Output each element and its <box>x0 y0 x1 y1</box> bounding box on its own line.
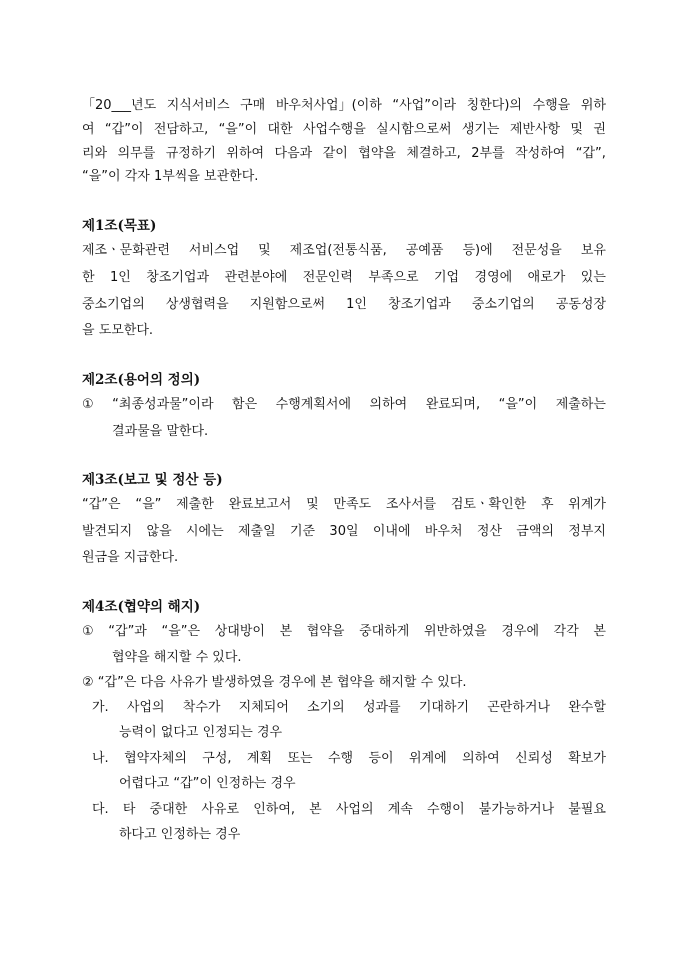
word: 한 <box>82 270 95 285</box>
word: 후 <box>540 497 554 512</box>
article-1-heading: 제1조(목표) <box>82 218 157 234</box>
word: 성과를 <box>362 700 401 715</box>
word: 다음과 <box>274 146 313 161</box>
word: 가. <box>92 700 109 715</box>
word: 나. <box>92 751 109 766</box>
word: 구매 <box>240 98 266 113</box>
word: 전담하고, <box>153 122 209 137</box>
word: 제조업(전통식품, <box>289 243 387 258</box>
word: 여 <box>82 122 95 137</box>
word: 전문인력 <box>302 270 353 285</box>
word: 및 <box>306 497 319 512</box>
word: “갑”과 <box>108 624 147 639</box>
word: 위하여 <box>226 146 265 161</box>
word: 부족으로 <box>368 270 419 285</box>
word: 기업 <box>434 270 460 285</box>
article-4-line: ② “갑”은 다음 사유가 발생하였을 경우에 본 협약을 해지할 수 있다. <box>82 675 467 690</box>
article-3-line <box>82 521 606 543</box>
word: 검토ㆍ확인한 <box>450 497 527 512</box>
word: 대한 <box>267 122 293 137</box>
word: “을” <box>135 497 162 512</box>
word: “갑”은 <box>82 497 121 512</box>
word: 정부지 <box>568 524 606 539</box>
word: 의하여 <box>462 751 500 766</box>
word: “을”이 <box>218 122 258 137</box>
article-3-line: 원금을 지급한다. <box>82 550 179 565</box>
word: 2부를 <box>471 146 505 161</box>
word: 사유로 <box>201 802 240 817</box>
word: 만족도 <box>333 497 372 512</box>
article-4-line: 협약을 해지할 수 있다. <box>112 650 242 665</box>
word: 중대하게 <box>359 624 410 639</box>
word: 바우처사업」(이하 <box>275 98 382 113</box>
word: 및 <box>258 243 271 258</box>
word: 협약을 <box>358 146 396 161</box>
article-2-line: 결과물을 말한다. <box>112 424 209 439</box>
preamble-line <box>82 119 606 141</box>
word: 위반하였을 <box>423 624 487 639</box>
word: 기준 <box>289 524 316 539</box>
word: 권 <box>593 122 606 137</box>
word: 1인 <box>109 270 131 285</box>
word: “최종성과물”이라 <box>112 397 214 412</box>
word: 제출일 <box>237 524 276 539</box>
word: 같이 <box>322 146 348 161</box>
word: 완료보고서 <box>228 497 292 512</box>
word: 작성하여 <box>515 146 566 161</box>
word: 불필요 <box>568 802 606 817</box>
word: 또는 <box>287 751 313 766</box>
word: 신뢰성 <box>515 751 553 766</box>
word: 1인 <box>346 297 367 312</box>
word: 계획 <box>246 751 273 766</box>
word: 제조ㆍ문화관련 <box>82 243 170 258</box>
word: 리와 <box>82 146 108 161</box>
article-3-line <box>82 494 606 516</box>
word: ① <box>82 397 94 412</box>
article-4-heading: 제4조(협약의 해지) <box>82 599 201 615</box>
word: 상생협력을 <box>165 297 229 312</box>
article-1-line <box>82 267 606 289</box>
word: 완료되며, <box>425 397 481 412</box>
word: 칭한다)의 <box>466 98 522 113</box>
word: 보유 <box>580 243 606 258</box>
word: 사업의 <box>335 802 374 817</box>
word: 체결하고, <box>406 146 461 161</box>
word: 「20___년도 <box>82 98 157 113</box>
word: 사업의 <box>126 700 165 715</box>
word: 기대하기 <box>418 700 470 715</box>
word: 곤란하거나 <box>487 700 551 715</box>
word: 30일 <box>329 524 359 539</box>
word: 인하여, <box>253 802 296 817</box>
word: 수행이 <box>426 802 465 817</box>
word: “을”이 <box>498 397 538 412</box>
word: “갑”이 <box>104 122 144 137</box>
word: 제출한 <box>176 497 214 512</box>
word: 지체되어 <box>238 700 289 715</box>
word: 공동성장 <box>555 297 606 312</box>
word: “사업”이라 <box>392 98 457 113</box>
preamble-line <box>82 95 606 117</box>
word: 생기는 <box>461 122 500 137</box>
article-4-line <box>92 799 606 821</box>
word: 위하 <box>580 98 606 113</box>
word: 위계가 <box>568 497 606 512</box>
word: 창조기업과 <box>146 270 210 285</box>
word: 소기의 <box>307 700 345 715</box>
article-3-heading: 제3조(보고 및 정산 등) <box>82 472 223 488</box>
article-4-line: 어렵다고 “갑”이 인정하는 경우 <box>119 776 296 791</box>
article-2-heading: 제2조(용어의 정의) <box>82 372 201 388</box>
word: 이내에 <box>372 524 411 539</box>
word: 및 <box>570 122 583 137</box>
word: 지원함으로써 <box>249 297 326 312</box>
word: ① <box>82 624 94 639</box>
word: 관련분야에 <box>224 270 288 285</box>
word: 사업수행을 <box>302 122 366 137</box>
word: 등이 <box>368 751 394 766</box>
word: 불가능하거나 <box>478 802 555 817</box>
article-2-line <box>82 394 606 416</box>
preamble-line: “을”이 각자 1부씩을 보관한다. <box>82 169 259 184</box>
word: 서비스업 <box>188 243 240 258</box>
word: 전문성을 <box>511 243 562 258</box>
word: 창조기업과 <box>388 297 451 312</box>
article-4-line <box>82 621 606 643</box>
preamble-line <box>82 143 606 165</box>
word: 발견되지 <box>82 524 133 539</box>
word: 완수할 <box>568 700 606 715</box>
article-4-line: 능력이 없다고 인정되는 경우 <box>119 725 283 740</box>
article-4-line <box>92 697 606 719</box>
word: 상대방이 <box>214 624 265 639</box>
word: 경우에 <box>501 624 540 639</box>
word: 금액의 <box>516 524 554 539</box>
word: “을”은 <box>161 624 201 639</box>
word: 제출하는 <box>555 397 606 412</box>
word: 정산 <box>476 524 502 539</box>
word: 조사서를 <box>385 497 437 512</box>
article-1-line <box>82 294 606 316</box>
word: 않을 <box>146 524 172 539</box>
word: 본 <box>279 624 293 639</box>
word: 중소기업의 <box>471 297 535 312</box>
word: 바우처 <box>424 524 463 539</box>
word: 수행 <box>327 751 354 766</box>
word: 착수가 <box>182 700 221 715</box>
word: 공예품 <box>405 243 444 258</box>
word: 위계에 <box>408 751 447 766</box>
word: 본 <box>309 802 322 817</box>
word: 수행계획서에 <box>275 397 352 412</box>
word: 다. <box>92 802 109 817</box>
word: 등)에 <box>462 243 493 258</box>
word: 있는 <box>580 270 606 285</box>
word: 규정하기 <box>165 146 216 161</box>
word: 구성, <box>202 751 232 766</box>
article-4-line: 하다고 인정하는 경우 <box>119 827 241 842</box>
word: 본 <box>593 624 606 639</box>
word: 중대한 <box>149 802 188 817</box>
word: 협약을 <box>306 624 345 639</box>
word: 수행을 <box>532 98 571 113</box>
article-1-line: 을 도모한다. <box>82 323 154 338</box>
article-4-line <box>92 748 606 770</box>
word: 각각 <box>553 624 579 639</box>
word: 지식서비스 <box>166 98 230 113</box>
word: 함은 <box>232 397 258 412</box>
word: “갑”, <box>575 146 606 161</box>
word: 경영에 <box>474 270 513 285</box>
word: 확보가 <box>568 751 606 766</box>
word: 의무를 <box>117 146 156 161</box>
word: 계속 <box>387 802 413 817</box>
word: 의하여 <box>369 397 408 412</box>
word: 협약자체의 <box>124 751 187 766</box>
word: 애로가 <box>527 270 566 285</box>
word: 중소기업의 <box>82 297 145 312</box>
word: 실시함으로써 <box>376 122 452 137</box>
word: 시에는 <box>185 524 224 539</box>
word: 타 <box>122 802 136 817</box>
article-1-line <box>82 240 606 262</box>
word: 제반사항 <box>509 122 561 137</box>
